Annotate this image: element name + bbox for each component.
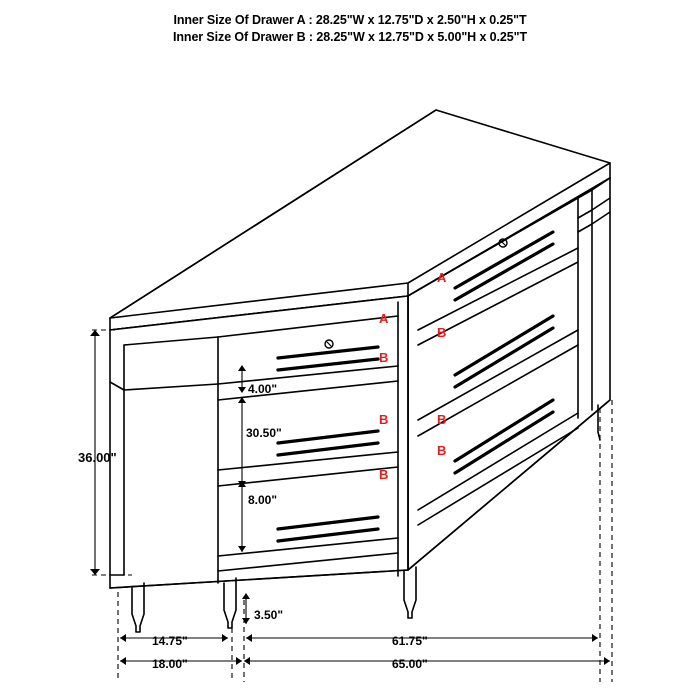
dim-width-inner: 61.75" [392,634,428,648]
dim-leg-height: 3.50" [254,608,284,622]
dim-drawer-stack-height: 30.50" [246,426,282,440]
dim-side-depth-outer: 18.00" [152,657,188,671]
dim-side-depth-inner: 14.75" [152,634,188,648]
drawer-marker-b-left-mid: B [379,412,389,427]
inner-size-drawer-b: Inner Size Of Drawer B : 28.25"W x 12.75"D x 5.00"H x 0.25"T [173,30,527,44]
dim-drawer-a-height: 4.00" [248,382,278,396]
drawer-marker-b-left-bot: B [379,467,389,482]
inner-size-drawer-a: Inner Size Of Drawer A : 28.25"W x 12.75"D x 2.50"H x 0.25"T [173,13,527,27]
drawer-marker-a-left: A [379,311,389,326]
drawer-marker-b-left-top: B [379,350,389,365]
dim-height-total: 36.00" [78,450,117,465]
dim-drawer-b-height: 8.00" [248,493,278,507]
drawer-marker-a-right: A [437,270,447,285]
dresser-body [110,110,610,632]
drawer-marker-b-right-bot: B [437,443,447,458]
dim-width-outer: 65.00" [392,657,428,671]
drawer-marker-b-right-mid: B [437,412,447,427]
drawer-marker-b-right-top: B [437,325,447,340]
